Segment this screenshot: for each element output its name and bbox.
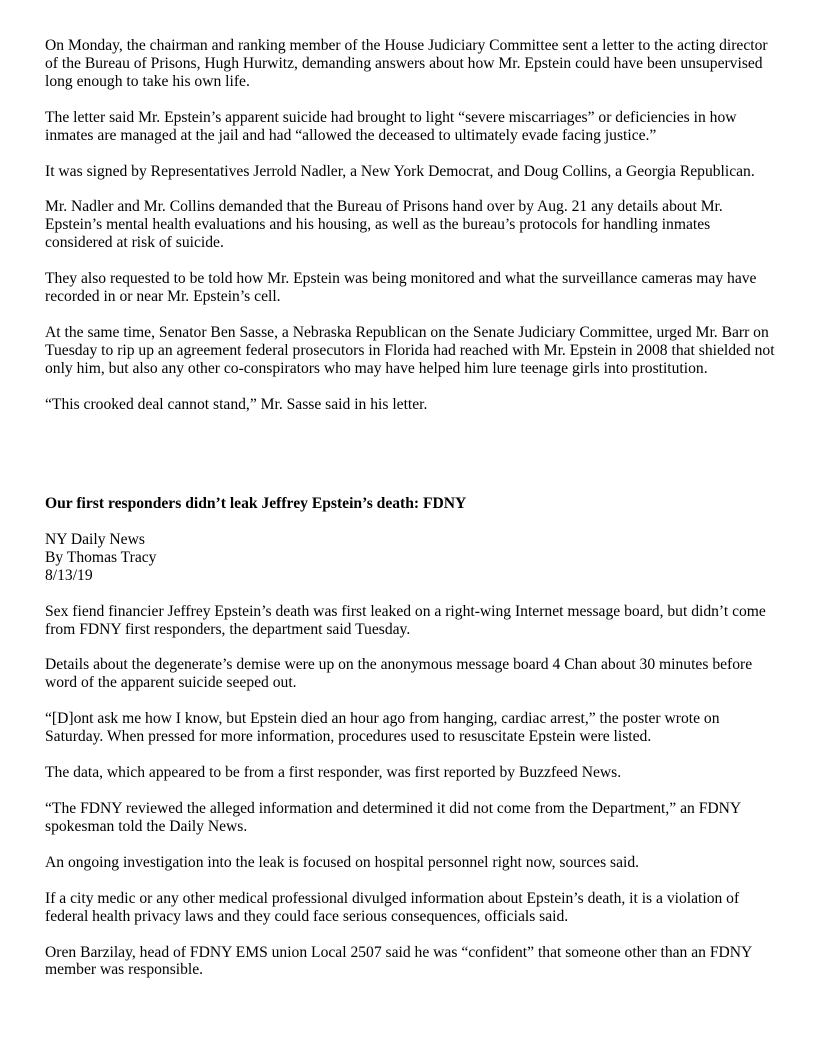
paragraph: An ongoing investigation into the leak is focused on hospital personnel right now, sources said.: [45, 853, 640, 871]
paragraph: Oren Barzilay, head of FDNY EMS union Local 2507 said he was “confident” that someone other than an FDNY member was responsible.: [45, 943, 752, 979]
paragraph: Sex fiend financier Jeffrey Epstein’s death was first leaked on a right-wing Internet message board, but didn’t come from FDNY first responders, the department said Tuesday.: [45, 602, 766, 638]
paragraph: “The FDNY reviewed the alleged information and determined it did not come from the Department,” an FDNY spokesman told the Daily News.: [45, 799, 741, 835]
paragraph: “This crooked deal cannot stand,” Mr. Sasse said in his letter.: [45, 395, 428, 413]
paragraph: It was signed by Representatives Jerrold Nadler, a New York Democrat, and Doug Collins, a Georgia Republican.: [45, 162, 755, 180]
paragraph: They also requested to be told how Mr. Epstein was being monitored and what the surveillance cameras may have recorded in or near Mr. Epstein’s cell.: [45, 270, 757, 306]
article-2: [45, 495, 780, 997]
paragraph: At the same time, Senator Ben Sasse, a Nebraska Republican on the Senate Judiciary Committee, urged Mr. Barr on Tuesday to rip up an agreement federal prosecutors in Florida had reached with Mr. Epstein in 2008 that shielded not only him, but also any other co-conspirators who may have helped him lure teenage girls into prostitution.: [45, 323, 775, 377]
paragraph: Details about the degenerate’s demise were up on the anonymous message board 4 Chan about 30 minutes before word of the apparent suicide seeped out.: [45, 656, 753, 692]
section-1-body: [45, 37, 780, 432]
article-headline: Our first responders didn’t leak Jeffrey Epstein’s death: FDNY: [45, 495, 467, 512]
article-source: NY Daily News: [45, 530, 145, 548]
article-author: By Thomas Tracy: [45, 548, 157, 566]
article-date: 8/13/19: [45, 566, 93, 584]
paragraph: Mr. Nadler and Mr. Collins demanded that the Bureau of Prisons hand over by Aug. 21 any details about Mr. Epstein’s mental health evaluations and his housing, as well as the bureau’s protocols for handling inmates considered at risk of suicide.: [45, 198, 723, 252]
article-byline: [45, 531, 780, 585]
paragraph: The data, which appeared to be from a first responder, was first reported by Buzzfeed News.: [45, 764, 622, 782]
paragraph: The letter said Mr. Epstein’s apparent suicide had brought to light “severe miscarriages” or deficiencies in how inmates are managed at the jail and had “allowed the deceased to ultimately evade facing justice.”: [45, 108, 737, 144]
paragraph: On Monday, the chairman and ranking member of the House Judiciary Committee sent a letter to the acting director of the Bureau of Prisons, Hugh Hurwitz, demanding answers about how Mr. Epstein could have been unsupervised long enough to take his own life.: [45, 37, 768, 90]
paragraph: “[D]ont ask me how I know, but Epstein died an hour ago from hanging, cardiac arrest,” the poster wrote on Saturday. When pressed for more information, procedures used to resuscitate Epstein were listed.: [45, 710, 720, 746]
paragraph: If a city medic or any other medical professional divulged information about Epstein’s death, it is a violation of federal health privacy laws and they could face serious consequences, officials said.: [45, 889, 740, 925]
